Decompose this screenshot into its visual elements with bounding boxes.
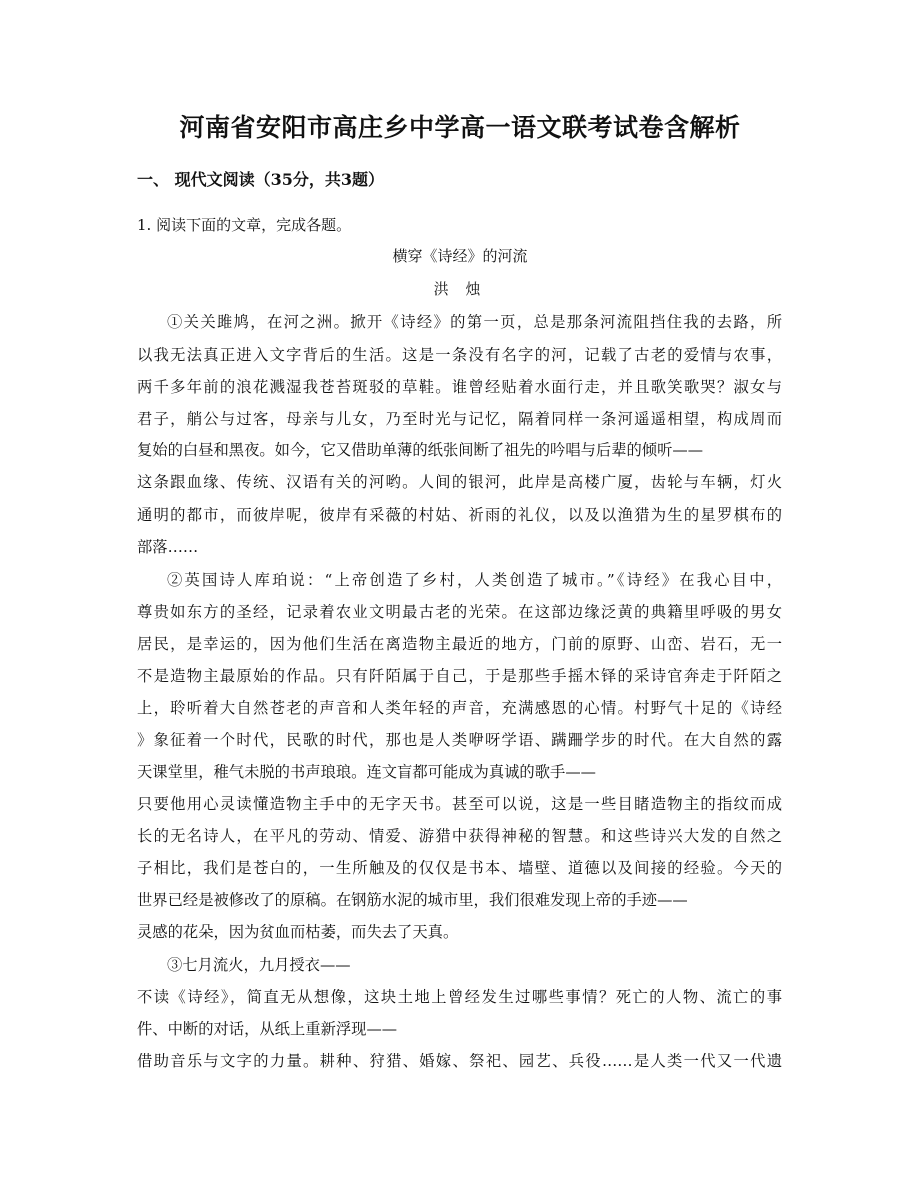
document-title: 河南省安阳市高庄乡中学高一语文联考试卷含解析 [179, 113, 741, 142]
article-line: ①关关雎鸠，在河之洲。掀开《诗经》的第一页，总是那条河流阻挡住我的去路，所 [167, 313, 782, 331]
article-line: 部落…… [137, 538, 199, 556]
article-line: 上，聆听着大自然苍老的声音和人类年轻的声音，充满感恩的心情。村野气十足的《诗经 [137, 699, 782, 717]
article-line: 通明的都市，而彼岸呢，彼岸有采薇的村姑、祈雨的礼仪，以及以渔猎为生的星罗棋布的 [137, 506, 782, 524]
section-heading: 一、 现代文阅读（35分，共3题） [137, 170, 384, 189]
article-line: 以我无法真正进入文字背后的生活。这是一条没有名字的河，记载了古老的爱情与农事， [137, 346, 782, 364]
article-line: 不是造物主最原始的作品。只有阡陌属于自己，于是那些手摇木铎的采诗官奔走于阡陌之 [137, 667, 782, 685]
article-line: 天课堂里，稚气未脱的书声琅琅。连文盲都可能成为真诚的歌手—— [137, 763, 596, 781]
article-line: ③七月流火，九月授衣—— [167, 956, 351, 974]
article-line: 不读《诗经》，简直无从想像，这块土地上曾经发生过哪些事情？死亡的人物、流亡的事 [137, 988, 782, 1006]
article-line: 君子，艄公与过客，母亲与儿女，乃至时光与记忆，隔着同样一条河遥遥相望，构成周而 [137, 410, 782, 428]
article-title: 横穿《诗经》的河流 [392, 247, 528, 265]
article-author: 洪 烛 [433, 280, 487, 298]
article-line: 子相比，我们是苍白的，一生所触及的仅仅是书本、墙壁、道德以及间接的经验。今天的 [137, 859, 782, 877]
article-line: 复始的白昼和黑夜。如今，它又借助单薄的纸张间断了祖先的吟唱与后辈的倾听—— [137, 441, 703, 459]
article-line: 灵感的花朵，因为贫血而枯萎，而失去了天真。 [137, 923, 459, 941]
article-line: 尊贵如东方的圣经，记录着农业文明最古老的光荣。在这部边缘泛黄的典籍里呼吸的男女 [137, 603, 782, 621]
article-line: 这条跟血缘、传统、汉语有关的河哟。人间的银河，此岸是高楼广厦，齿轮与车辆，灯火 [137, 473, 782, 491]
article-line: 只要他用心灵读懂造物主手中的无字天书。甚至可以说，这是一些目睹造物主的指纹而成 [137, 795, 782, 813]
question-prompt: 1. 阅读下面的文章，完成各题。 [137, 216, 352, 234]
article-line: 居民，是幸运的，因为他们生活在离造物主最近的地方，门前的原野、山峦、岩石，无一 [137, 635, 782, 653]
article-line: 》象征着一个时代，民歌的时代，那也是人类咿呀学语、蹒跚学步的时代。在大自然的露 [137, 731, 782, 749]
article-line: 两千多年前的浪花溅湿我苍苔斑驳的草鞋。谁曾经贴着水面行走，并且歌笑歌哭？淑女与 [137, 378, 782, 396]
article-line: ②英国诗人库珀说：“上帝创造了乡村，人类创造了城市。”《诗经》在我心目中， [167, 571, 782, 589]
article-line: 世界已经是被修改了的原稿。在钢筋水泥的城市里，我们很难发现上帝的手迹—— [137, 891, 688, 909]
article-line: 借助音乐与文字的力量。耕种、狩猎、婚嫁、祭祀、园艺、兵役……是人类一代又一代遗 [137, 1052, 782, 1070]
article-line: 件、中断的对话，从纸上重新浮现—— [137, 1020, 398, 1038]
article-line: 长的无名诗人，在平凡的劳动、情爱、游猎中获得神秘的智慧。和这些诗兴大发的自然之 [137, 827, 782, 845]
